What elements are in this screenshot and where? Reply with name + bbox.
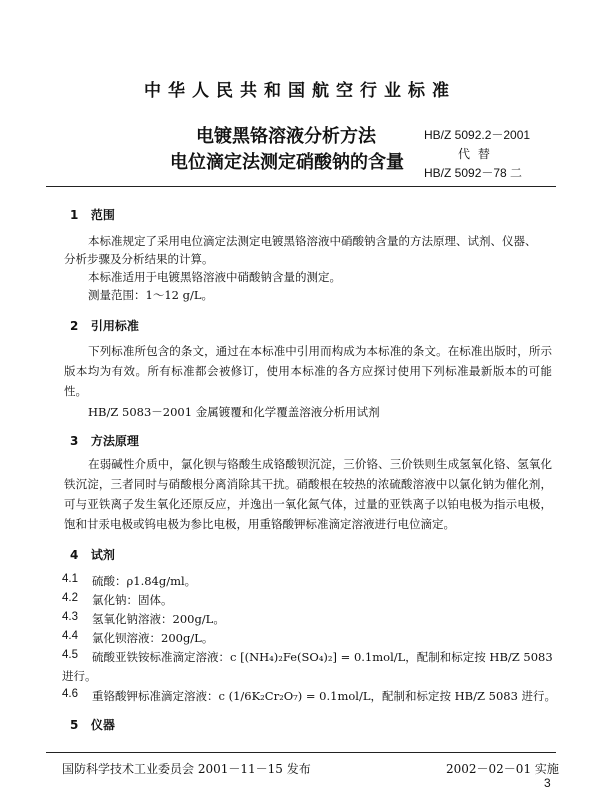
s3-para-1	[64, 454, 552, 534]
standard-number: HB/Z 5092.2－2001	[424, 128, 531, 142]
section-title: 仪器	[90, 718, 115, 732]
s3-para-1-text: 在弱碱性介质中，氯化钡与铬酸生成铬酸钡沉淀，三价铬、三价铁则生成氢氧化铬、氢氧化铁沉淀，三者同时与硝酸根分离消除其干扰。硝酸根在较热的浓硫酸溶液中以氯化钠为催化剂，可与亚铁离子发生氧化还原反应，并逸出一氧化氮气体，过量的亚铁离子以铂电极为指示电极，饱和甘汞电极或钨电极为参比电极，用重铬酸钾标准滴定溶液进行电位滴定。	[64, 457, 552, 531]
title-line-2: 电位滴定法测定硝酸钠的含量	[170, 152, 404, 173]
item-number: 4.1	[62, 573, 78, 585]
section-number: 2	[70, 319, 79, 333]
section-title: 试剂	[90, 548, 115, 562]
section-title: 范围	[90, 208, 115, 222]
item-text: 硫酸：ρ1.84g/ml。	[92, 574, 197, 588]
s2-para-1	[64, 341, 552, 401]
item-number: 4.5	[62, 649, 78, 661]
page-number: 3	[544, 776, 551, 790]
effective-date: 2002－02－01 实施	[446, 762, 559, 776]
agency-header: 中华人民共和国航空行业标准	[144, 81, 456, 101]
section-number: 5	[70, 718, 79, 732]
s2-para-1-text: 下列标准所包含的条文，通过在本标准中引用而构成为本标准的条文。在标准出版时，所示版本均为有效。所有标准都会被修订，使用本标准的各方应探讨使用下列标准最新版本的可能性。	[64, 344, 552, 398]
item-text: 硫酸亚铁铵标准滴定溶液：c [(NH₄)₂Fe(SO₄)₂] = 0.1mol/L，配制和标定按 HB/Z 5083	[92, 650, 553, 664]
item-text: 氯化钠：固体。	[92, 593, 173, 607]
item-number: 4.3	[62, 611, 78, 623]
replaced-standard: HB/Z 5092－78 二	[424, 166, 523, 180]
footer-rule	[46, 752, 556, 753]
replaces-label: 代 替	[458, 147, 492, 161]
header-rule	[46, 186, 556, 187]
s1-para-2: 本标准适用于电镀黑铬溶液中硝酸钠含量的测定。	[88, 270, 341, 284]
section-3-heading	[70, 432, 139, 449]
item-number: 4.6	[62, 688, 78, 700]
s1-para-1-line-2: 分析步骤及分析结果的计算。	[64, 252, 214, 266]
section-4-heading	[70, 546, 115, 563]
s1-para-1-line-1: 本标准规定了采用电位滴定法测定电镀黑铬溶液中硝酸钠含量的方法原理、试剂、仪器、	[88, 234, 537, 248]
section-title: 方法原理	[90, 434, 139, 448]
section-number: 3	[70, 434, 79, 448]
section-number: 4	[70, 548, 79, 562]
item-text: 氯化钡溶液：200g/L。	[92, 631, 214, 645]
s2-reference: HB/Z 5083－2001 金属镀覆和化学覆盖溶液分析用试剂	[88, 405, 380, 419]
issuer-line: 国防科学技术工业委员会 2001－11－15 发布	[62, 762, 311, 776]
section-1-heading	[70, 206, 115, 223]
item-text-continuation: 进行。	[62, 669, 97, 683]
section-5-heading	[70, 716, 115, 733]
title-line-1: 电镀黑铬溶液分析方法	[196, 126, 376, 147]
section-2-heading	[70, 317, 139, 334]
item-number: 4.4	[62, 630, 78, 642]
section-title: 引用标准	[90, 319, 139, 333]
s1-para-3: 测量范围：1～12 g/L。	[88, 288, 213, 302]
section-number: 1	[70, 208, 79, 222]
item-text: 重铬酸钾标准滴定溶液：c (1/6K₂Cr₂O₇) = 0.1mol/L，配制和标定按 HB/Z 5083 进行。	[92, 689, 557, 703]
item-number: 4.2	[62, 592, 78, 604]
item-text: 氢氧化钠溶液：200g/L。	[92, 612, 225, 626]
